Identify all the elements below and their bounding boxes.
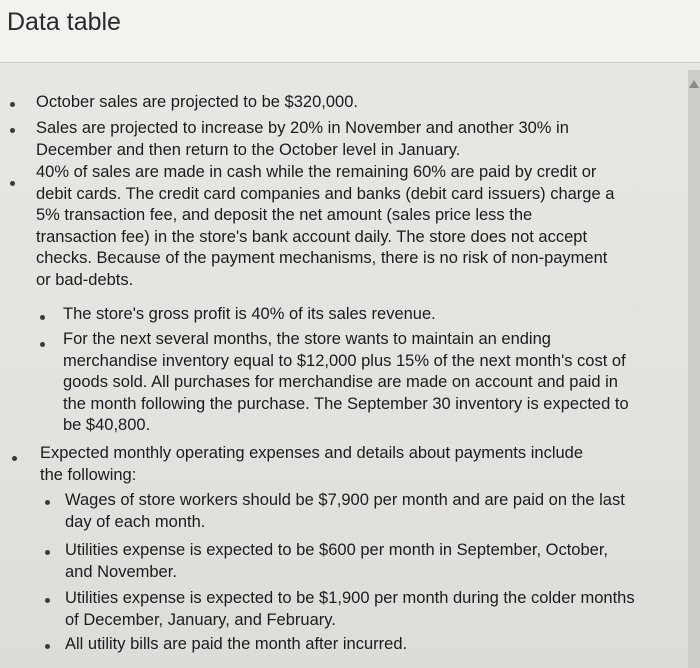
list-item-line: December and then return to the October level in January. — [36, 140, 461, 159]
bullet-icon — [40, 342, 45, 347]
list-item — [36, 92, 358, 114]
header-bar — [0, 0, 700, 63]
list-item-line: the following: — [40, 465, 137, 484]
list-item-line: October sales are projected to be $320,000. — [36, 93, 358, 111]
bullet-icon — [10, 102, 15, 107]
list-item-line: and November. — [65, 562, 177, 581]
list-item-line: The store's gross profit is 40% of its sales revenue. — [63, 305, 436, 323]
list-item — [63, 304, 436, 326]
list-item — [65, 490, 625, 533]
list-item-line: transaction fee) in the store's bank account daily. The store does not accept — [36, 227, 588, 246]
list-item — [65, 540, 608, 583]
list-item — [36, 118, 569, 161]
bullet-icon — [10, 181, 15, 186]
list-item-line: Utilities expense is expected to be $1,900 per month during the colder months — [65, 589, 635, 607]
scrollbar[interactable] — [688, 70, 700, 668]
list-item-line: Sales are projected to increase by 20% in November and another 30% in — [36, 119, 569, 137]
list-item-line: of December, January, and February. — [65, 610, 336, 629]
list-item-line: Utilities expense is expected to be $600 per month in September, October, — [65, 541, 608, 559]
bullet-icon — [45, 550, 50, 555]
bullet-icon — [12, 456, 17, 461]
bullet-icon — [10, 128, 15, 133]
bullet-icon — [45, 598, 50, 603]
list-item-line: day of each month. — [65, 512, 206, 531]
list-item-line: the month following the purchase. The September 30 inventory is expected to — [63, 394, 629, 413]
list-item-line: All utility bills are paid the month after incurred. — [65, 635, 408, 653]
list-item-line: 5% transaction fee, and deposit the net amount (sales price less the — [36, 206, 533, 224]
list-item — [36, 162, 614, 291]
list-item-line: checks. Because of the payment mechanisms, there is no risk of non-payment — [36, 249, 608, 267]
list-item-line: debit cards. The credit card companies and banks (debit card issuers) charge a — [36, 184, 615, 203]
list-item-line: merchandise inventory equal to $12,000 plus 15% of the next month's cost of — [63, 351, 626, 370]
list-item-line: or bad-debts. — [36, 270, 134, 289]
list-item — [40, 443, 583, 486]
list-item-line: 40% of sales are made in cash while the remaining 60% are paid by credit or — [36, 163, 597, 181]
bullet-icon — [45, 500, 50, 505]
list-item-line: goods sold. All purchases for merchandise are made on account and paid in — [63, 373, 618, 391]
list-item-line: Expected monthly operating expenses and details about payments include — [40, 444, 584, 462]
list-item-line: be $40,800. — [63, 416, 151, 434]
list-item-line: Wages of store workers should be $7,900 per month and are paid on the last — [65, 491, 625, 509]
scroll-up-arrow-icon[interactable] — [689, 80, 699, 88]
list-item — [63, 329, 629, 437]
bullet-icon — [40, 315, 45, 320]
list-item — [65, 634, 407, 656]
bullet-icon — [45, 644, 50, 649]
page-title: Data table — [7, 8, 121, 36]
list-item-line: For the next several months, the store wants to maintain an ending — [63, 330, 551, 348]
list-item — [65, 588, 635, 631]
